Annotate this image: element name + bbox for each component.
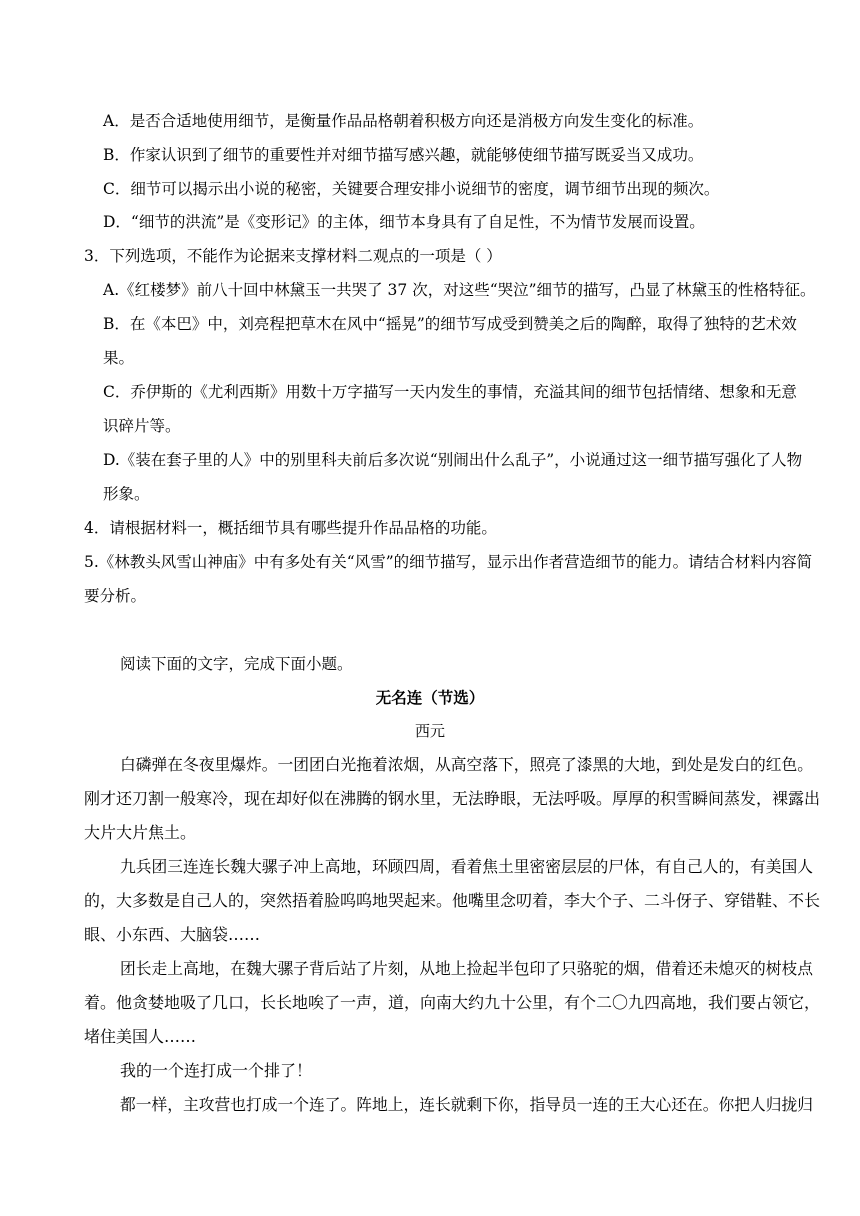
passage-p4: 我的一个连打成一个排了！ — [120, 1061, 313, 1080]
q5-stem-line2: 要分析。 — [84, 587, 147, 605]
q3-stem: 3．下列选项，不能作为论据来支撑材料二观点的一项是（ ） — [84, 247, 502, 265]
passage-p1-line3: 大片大片焦土。 — [84, 823, 197, 842]
passage-author: 西元 — [414, 722, 445, 740]
passage-p1-line1: 白磷弹在冬夜里爆炸。一团团白光拖着浓烟，从高空落下，照亮了漆黑的大地，到处是发白的红色。 — [120, 755, 813, 774]
passage-p2-line2: 的，大多数是自己人的，突然捂着脸呜呜地哭起来。他嘴里念叨着，李大个子、二斗伢子、穿错鞋、不长 — [84, 891, 821, 910]
passage-p3-line1: 团长走上高地，在魏大骡子背后站了片刻，从地上捡起半包印了只骆驼的烟，借着还未熄灭的树枝点 — [120, 959, 813, 978]
q5-stem-line1: 5.《林教头风雪山神庙》中有多处有关“风雪”的细节描写，显示出作者营造细节的能力。请结合材料内容简 — [84, 553, 813, 571]
passage-p2-line3: 眼、小东西、大脑袋…… — [84, 925, 261, 944]
passage-title: 无名连（节选） — [375, 688, 485, 707]
q2-option-d: D．“细节的洪流”是《变形记》的主体，细节本身具有了自足性，不为情节发展而设置。 — [103, 213, 705, 231]
reading-instruction: 阅读下面的文字，完成下面小题。 — [120, 655, 353, 673]
q3-option-c-line1: C．乔伊斯的《尤利西斯》用数十万字描写一天内发生的事情，充溢其间的细节包括情绪、想象和无意 — [103, 383, 797, 401]
q3-option-b-line1: B．在《本巴》中，刘亮程把草木在风中“摇晃”的细节写成受到赞美之后的陶醉，取得了独特的艺术效 — [103, 315, 797, 333]
q2-option-b: B．作家认识到了细节的重要性并对细节描写感兴趣，就能够使细节描写既妥当又成功。 — [103, 146, 704, 164]
passage-p5-line1: 都一样，主攻营也打成一个连了。阵地上，连长就剩下你，指导员一连的王大心还在。你把人归拢归 — [120, 1095, 813, 1114]
passage-p3-line3: 堵住美国人…… — [84, 1027, 197, 1046]
q3-option-a: A.《红楼梦》前八十回中林黛玉一共哭了 37 次，对这些“哭泣”细节的描写，凸显了林黛玉的性格特征。 — [103, 281, 816, 299]
passage-p2-line1: 九兵团三连连长魏大骡子冲上高地，环顾四周，看着焦土里密密层层的尸体，有自己人的，有美国人 — [120, 857, 813, 876]
q2-option-c: C．细节可以揭示出小说的秘密，关键要合理安排小说细节的密度，调节细节出现的频次。 — [103, 180, 720, 198]
q2-option-a: A．是否合适地使用细节，是衡量作品品格朝着积极方向还是消极方向发生变化的标准。 — [103, 112, 704, 130]
q3-option-b-line2: 果。 — [103, 349, 135, 367]
passage-p3-line2: 着。他贪婪地吸了几口，长长地唉了一声，道，向南大约九十公里，有个二〇九四高地，我们要占领它， — [84, 993, 821, 1012]
q3-option-d-line2: 形象。 — [103, 485, 150, 503]
q3-option-d-line1: D.《装在套子里的人》中的别里科夫前后多次说“别闹出什么乱子”，小说通过这一细节描写强化了人物 — [103, 451, 803, 469]
q4-stem: 4．请根据材料一，概括细节具有哪些提升作品品格的功能。 — [84, 519, 497, 537]
q3-option-c-line2: 识碎片等。 — [103, 417, 181, 435]
passage-p1-line2: 刚才还刀割一般寒冷，现在却好似在沸腾的钢水里，无法睁眼，无法呼吸。厚厚的积雪瞬间蒸发，裸露出 — [84, 789, 821, 808]
